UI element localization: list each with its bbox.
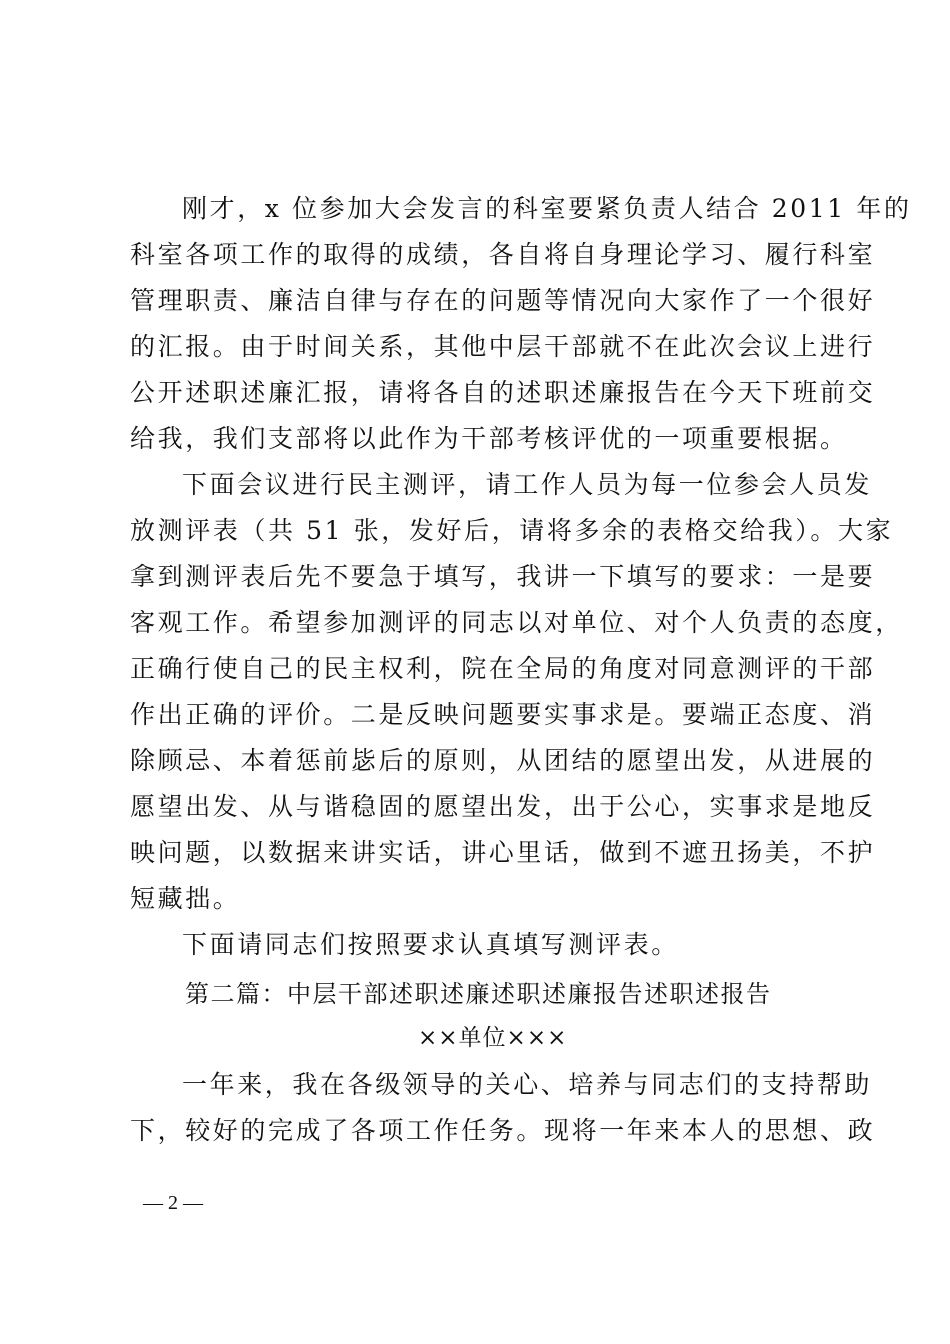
text-line: 除顾忌、本着惩前毖后的原则，从团结的愿望出发，从进展的 [130, 746, 876, 775]
paragraph-report-intro [130, 1062, 876, 1154]
text-line: 拿到测评表后先不要急于填写，我讲一下填写的要求：一是要 [130, 562, 876, 591]
text-line: 管理职责、廉洁自律与存在的问题等情况向大家作了一个很好 [130, 286, 876, 315]
section-title: 第二篇：中层干部述职述廉述职述廉报告述职述报告 [185, 980, 772, 1008]
text-line: 下，较好的完成了各项工作任务。现将一年来本人的思想、政 [130, 1116, 876, 1145]
text-line: 正确行使自己的民主权利，院在全局的角度对同意测评的干部 [130, 654, 876, 683]
paragraph-democratic-evaluation [130, 462, 903, 922]
text-line: 愿望出发、从与谐稳固的愿望出发，出于公心，实事求是地反 [130, 792, 876, 821]
text-line: 刚才，x 位参加大会发言的科室要紧负责人结合 2011 年的 [182, 194, 912, 223]
text-line: 下面会议进行民主测评，请工作人员为每一位参会人员发 [182, 470, 873, 499]
text-line: 映问题，以数据来讲实话，讲心里话，做到不遮丑扬美，不护 [130, 838, 876, 867]
text-line: 一年来，我在各级领导的关心、培养与同志们的支持帮助 [182, 1070, 873, 1099]
text-line: 短藏拙。 [130, 884, 241, 913]
text-line: 科室各项工作的取得的成绩，各自将自身理论学习、履行科室 [130, 240, 876, 269]
text-line: 作出正确的评价。二是反映问题要实事求是。要端正态度、消 [130, 700, 876, 729]
text-line: 的汇报。由于时间关系，其他中层干部就不在此次会议上进行 [130, 332, 876, 361]
paragraph-meeting-summary [130, 186, 912, 462]
text-line: 公开述职述廉汇报，请将各自的述职述廉报告在今天下班前交 [130, 378, 876, 407]
text-line: 给我，我们支部将以此作为干部考核评优的一项重要根据。 [130, 424, 848, 453]
section-subtitle: ××单位××× [418, 1025, 568, 1051]
text-line: 下面请同志们按照要求认真填写测评表。 [182, 930, 679, 959]
paragraph-fill-form-instruction [130, 922, 830, 968]
page-number: — 2 — [143, 1192, 203, 1214]
text-line: 客观工作。希望参加测评的同志以对单位、对个人负责的态度， [130, 608, 903, 637]
text-line: 放测评表（共 51 张，发好后，请将多余的表格交给我）。大家 [130, 516, 894, 545]
